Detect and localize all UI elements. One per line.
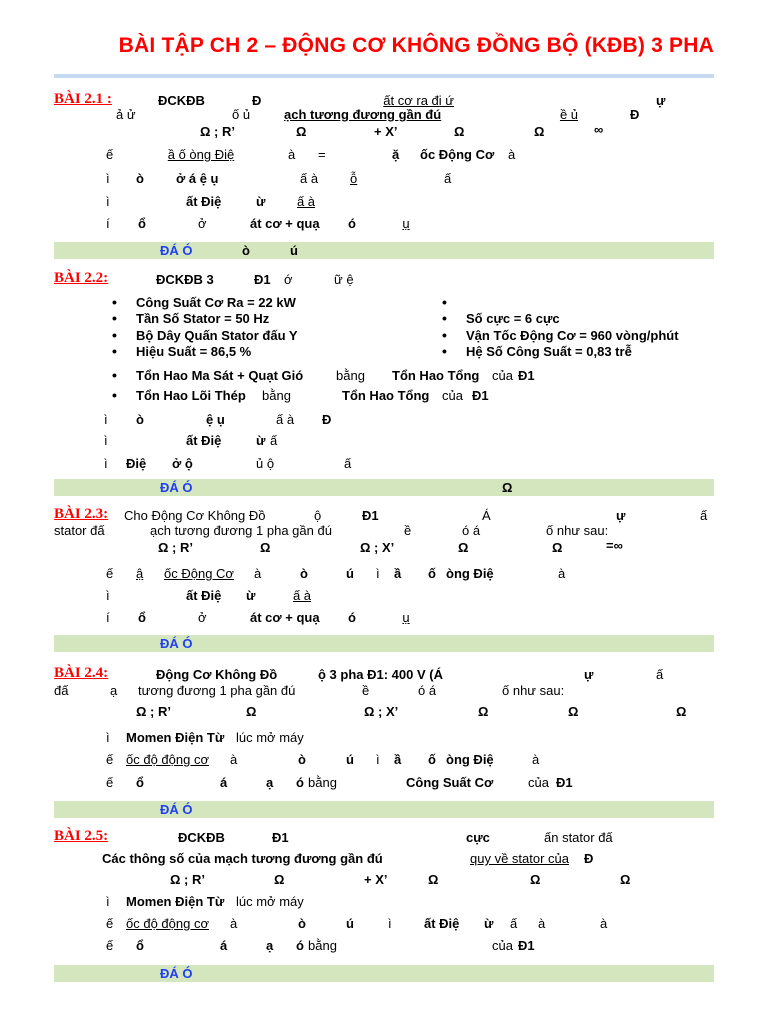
answer-bar [54,635,714,652]
text-fragment: à [288,147,296,162]
text-fragment: ữ ệ [334,272,354,287]
text-fragment: ả ử [116,107,136,122]
text-fragment: ặ [392,147,400,162]
text-fragment: bằng [308,938,337,953]
param-xm: =∞ [606,538,623,553]
text-fragment: cực [466,830,490,845]
text-fragment: ấ [510,916,518,931]
text-fragment: ất Điệ [186,433,222,448]
text-fragment: à [254,566,262,581]
text-fragment: ự [656,93,666,108]
text-fragment: ự [584,667,594,682]
answer-bar [54,801,714,818]
text-fragment: ấ [700,508,708,523]
loss-item [136,368,303,383]
text-fragment: ệ ụ [206,412,225,427]
text-fragment: ấ [344,456,352,471]
text-fragment: ổ [138,610,146,625]
param-x: + X’ [364,872,388,887]
text-fragment: ú [346,916,354,931]
param-xm: Ω [676,704,687,719]
text-fragment: ụ [402,610,410,625]
text-fragment: của [492,938,513,953]
text-fragment: ố [428,752,436,767]
title-divider [54,74,714,78]
text-fragment: tương đương 1 pha gần đú [138,683,296,698]
text-fragment: ấ à [296,194,316,209]
text-fragment: Đ1 [472,388,489,403]
spec-item: • Tần Số Stator = 50 Hz [136,311,269,326]
text-fragment: ấ à [300,171,319,186]
param-x2: Ω [428,872,439,887]
answer-bar [54,479,714,496]
question-1: ì [104,412,108,427]
text-fragment: Á [482,508,491,523]
text-fragment: ạ [110,683,118,698]
question-1: ì [106,730,110,745]
text-fragment: ấn stator đấ [544,830,613,845]
text-fragment: ạ [266,775,274,790]
text-fragment: ấ [444,171,452,186]
text-fragment: ốc độ động cơ [126,916,209,931]
motor-type: ĐCKĐB 3 [156,272,214,287]
answer-text: ò [242,243,250,258]
circuit-text: Các thông số của mạch tương đương gần đú [102,851,383,866]
text-fragment: bằng [262,388,291,403]
spec-item: • Số cực = 6 cực [466,311,560,326]
param-r1: Ω ; R’ [158,540,193,555]
param-xm: ∞ [594,122,604,137]
text-fragment: Đ1 [518,368,535,383]
text-fragment: á [220,775,228,790]
question-2: ì [106,588,110,603]
text-fragment: òng Điệ [446,566,494,581]
text-fragment: ất Điệ [186,588,222,603]
text-fragment: bằng [308,775,337,790]
answer-bar [54,965,714,982]
text-fragment: ò [136,412,144,427]
text-fragment: át cơ + quạ [250,610,320,625]
text-fragment: Đ [322,412,332,427]
answer-text: Ω [502,480,513,495]
text-fragment: ó [348,610,356,625]
question-1: ì [106,894,110,909]
text-fragment: ó [348,216,356,231]
text-fragment: à [558,566,566,581]
question-2: ì [106,171,110,186]
text-fragment: Công Suất Cơ [406,775,494,790]
circuit-text: ạch tương đương gần đú [284,107,442,122]
text-fragment: ầ [394,752,402,767]
motor-name: Đ1 [272,830,289,845]
text-fragment: ốc Động Cơ [420,147,495,162]
question-3: ì [106,194,110,209]
param-x: Ω ; X’ [360,540,395,555]
text-fragment: ớ [284,272,293,287]
text-fragment: ụ [402,216,410,231]
motor-name: Đ1 [362,508,379,523]
answer-label: ĐÁ Ó [160,480,193,495]
param-r2: Ω [246,704,257,719]
text-fragment: ất Điệ [186,194,222,209]
text-fragment: à [508,147,516,162]
spec-item: • Hệ Số Công Suất = 0,83 trễ [466,344,632,359]
spec-item: • Vận Tốc Động Cơ = 960 vòng/phút [466,328,679,343]
text-fragment: ốc độ động cơ [126,752,209,767]
text-fragment: ở á ệ ụ [176,171,219,186]
text-fragment: Đ [584,851,594,866]
text-fragment: ấ à [292,588,312,603]
text-fragment: của [442,388,463,403]
text-fragment: ó [296,775,304,790]
text-fragment: Momen Điện Từ [126,730,225,745]
text-fragment: ố như sau: [502,683,565,698]
text-fragment: lúc mở máy [236,730,304,745]
answer-label: ĐÁ Ó [160,802,193,817]
text-fragment: ấ à [276,412,295,427]
motor-rating: ộ 3 pha Đ1: 400 V (Á [318,667,443,682]
text-fragment: à [230,916,238,931]
text-fragment: ầ [394,566,402,581]
text-fragment: ất cơ ra đi ứ [383,93,454,108]
text-fragment: ỗ [350,171,358,186]
text-fragment: ủ ộ [256,456,275,471]
text-fragment: Điệ [126,456,147,471]
text-fragment: ó á [418,683,437,698]
text-fragment: ì [388,916,392,931]
question-2: ế [106,752,114,767]
question-3: ì [104,456,108,471]
motor-name: Đ1 [254,272,271,287]
page-title: BÀI TẬP CH 2 – ĐỘNG CƠ KHÔNG ĐỒNG BỘ (KĐB) 3 PHA [118,34,714,57]
param-xm: Ω [620,872,631,887]
exercise-label: BÀI 2.5: [54,828,109,844]
param-rc: Ω [552,540,563,555]
question-1: ế [106,566,114,581]
text-fragment: ố ủ [232,107,251,122]
text-fragment: ầ ố òng Điệ [167,147,235,162]
param-x: Ω ; X’ [364,704,399,719]
text-fragment: ấ [656,667,664,682]
spec-item: • Hiệu Suất = 86,5 % [136,344,251,359]
text-fragment: của [492,368,513,383]
text-fragment: ò [298,752,306,767]
text-fragment: à [230,752,238,767]
text-fragment: ì [376,566,380,581]
text-fragment: ốc Động Cơ [164,566,234,581]
text-fragment: Tổn Hao Tổng [342,388,430,403]
text-fragment: ò [136,171,144,186]
text-fragment: ậ [136,566,144,581]
text-fragment: ề [362,683,370,698]
text-fragment: ở ộ [172,456,193,471]
text-fragment: ì [376,752,380,767]
answer-label: ĐÁ Ó [160,243,193,258]
question-4: í [106,216,110,231]
exercise-label: BÀI 2.1 : [54,91,112,107]
text-fragment: ố [428,566,436,581]
text-fragment: ề ủ [559,107,579,122]
param-rc: Ω [534,124,545,139]
param-r2: Ω [274,872,285,887]
param-r1: Ω ; R’ [136,704,171,719]
text-fragment: ừ [256,433,266,448]
text-fragment: ố như sau: [546,523,609,538]
param-x2: Ω [458,540,469,555]
text-fragment: của [528,775,549,790]
param-r1: Ω ; R’ [200,124,235,139]
text-fragment: Đ1 [518,938,535,953]
text-fragment: ò [300,566,308,581]
text-fragment: ộ [314,508,322,523]
param-r2: Ω [260,540,271,555]
text-fragment: đấ [54,683,69,698]
text-fragment: át cơ + quạ [250,216,320,231]
motor-type: ĐCKĐB [158,93,205,108]
loss-item [136,388,246,403]
text-fragment: = [318,147,326,162]
text-fragment: ổ [136,938,144,953]
text-fragment: ất Điệ [424,916,460,931]
text-fragment: ừ [484,916,494,931]
text-fragment: ự [616,508,626,523]
text-fragment: òng Điệ [446,752,494,767]
text-fragment: à [532,752,540,767]
question-2: ế [106,916,114,931]
text-fragment: ú [346,566,354,581]
answer-text: ú [290,243,298,258]
question-1: ế [106,147,114,162]
question-2: ì [104,433,108,448]
text-fragment: á [220,938,228,953]
text-fragment: ấ [270,433,278,448]
text-fragment: Tổn Hao Ma Sát + Quạt Gió [136,368,304,383]
motor-type: ĐCKĐB [178,830,225,845]
text-fragment: à [538,916,546,931]
text-fragment: Động Cơ Không Đồ [156,667,278,682]
answer-label: ĐÁ Ó [160,966,193,981]
exercise-label: BÀI 2.3: [54,506,109,522]
question-3: ế [106,775,114,790]
text-fragment: bằng [336,368,365,383]
param-r1: Ω ; R’ [170,872,205,887]
exercise-label: BÀI 2.2: [54,270,109,286]
text-fragment: Momen Điện Từ [126,894,225,909]
text-fragment: quy về stator của [470,851,569,866]
text-fragment: ú [346,752,354,767]
question-3: í [106,610,110,625]
exercise-label: BÀI 2.4: [54,665,109,681]
param-rc: Ω [568,704,579,719]
text-fragment: Đ1 [556,775,573,790]
text-fragment: Đ [630,107,640,122]
text-fragment: ạ [266,938,274,953]
param-x2: Ω [478,704,489,719]
text-fragment: ở [198,610,207,625]
motor-name: Đ [252,93,262,108]
text-fragment: ó [296,938,304,953]
text-fragment: ạch tương đương 1 pha gần đú [150,523,332,538]
param-x: + X’ [374,124,398,139]
text-fragment: ở [198,216,207,231]
text-fragment: ổ [136,775,144,790]
text-fragment: Cho Động Cơ Không Đồ [124,508,266,523]
answer-label: ĐÁ Ó [160,636,193,651]
text-fragment: ừ [246,588,256,603]
param-rc: Ω [530,872,541,887]
param-x2: Ω [454,124,465,139]
param-r2: Ω [296,124,307,139]
spec-item: • Công Suất Cơ Ra = 22 kW [136,295,296,310]
text-fragment: ổ [138,216,146,231]
spec-item: • Bộ Dây Quấn Stator đấu Y [136,328,298,343]
text-fragment: ó á [462,523,481,538]
text-fragment: à [600,916,608,931]
text-fragment: stator đấ [54,523,105,538]
text-fragment: Tổn Hao Lõi Thép [136,388,246,403]
text-fragment: Tổn Hao Tổng [392,368,480,383]
text-fragment: ừ [256,194,266,209]
question-3: ế [106,938,114,953]
text-fragment: ò [298,916,306,931]
text-fragment: lúc mở máy [236,894,304,909]
answer-bar [54,242,714,259]
text-fragment: ề [404,523,412,538]
